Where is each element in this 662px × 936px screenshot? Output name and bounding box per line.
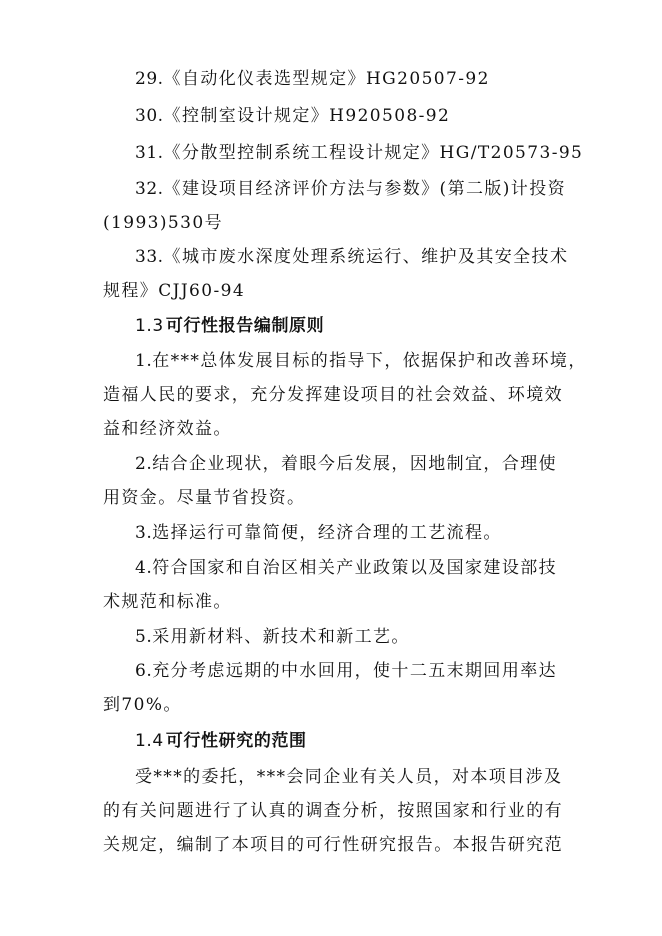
scope-paragraph-line-1 xyxy=(135,766,562,788)
principle-item-4 xyxy=(135,557,557,579)
section-number: 1.3 xyxy=(135,316,164,336)
item-number: 1. xyxy=(135,351,153,371)
reference-text: 《分散型控制系统工程设计规定》HG/T20573-95 xyxy=(163,143,584,163)
item-text: 在***总体发展目标的指导下，依据保护和改善环境， xyxy=(152,351,587,371)
item-text: 选择运行可靠简便，经济合理的工艺流程。 xyxy=(152,523,502,543)
item-text: 到70%。 xyxy=(103,695,182,715)
section-1-4-heading xyxy=(135,730,307,752)
reference-number: 32. xyxy=(135,179,164,199)
reference-number: 30. xyxy=(135,106,164,126)
section-number: 1.4 xyxy=(135,731,164,751)
reference-29 xyxy=(135,68,490,90)
scope-paragraph-line-3 xyxy=(103,834,563,856)
reference-text: 规程》CJJ60-94 xyxy=(103,281,246,301)
principle-item-2 xyxy=(135,453,557,475)
principle-item-6-line-2 xyxy=(103,694,182,716)
item-number: 5. xyxy=(135,627,153,647)
item-number: 4. xyxy=(135,558,153,578)
item-number: 2. xyxy=(135,454,153,474)
reference-number: 33. xyxy=(135,247,164,267)
item-number: 3. xyxy=(135,523,153,543)
paragraph-text: 的有关问题进行了认真的调查分析，按照国家和行业的有 xyxy=(103,801,563,821)
reference-text: 《控制室设计规定》H920508-92 xyxy=(163,106,451,126)
reference-number: 29. xyxy=(135,69,164,89)
reference-text: 《城市废水深度处理系统运行、维护及其安全技术 xyxy=(163,247,569,267)
reference-number: 31. xyxy=(135,143,164,163)
reference-31 xyxy=(135,142,583,164)
principle-item-4-line-2 xyxy=(103,591,232,613)
reference-text: 《建设项目经济评价方法与参数》(第二版)计投资 xyxy=(163,179,567,199)
principle-item-5 xyxy=(135,626,410,648)
reference-32 xyxy=(135,178,566,200)
reference-33-continuation xyxy=(103,280,245,302)
section-1-3-heading xyxy=(135,315,324,337)
principle-item-2-line-2 xyxy=(103,487,305,509)
principle-item-6 xyxy=(135,660,557,682)
principle-item-1 xyxy=(135,350,587,372)
reference-32-continuation xyxy=(103,212,223,234)
item-text: 充分考虑远期的中水回用，使十二五末期回用率达 xyxy=(152,661,558,681)
item-text: 采用新材料、新技术和新工艺。 xyxy=(152,627,410,647)
item-text: 符合国家和自治区相关产业政策以及国家建设部技 xyxy=(152,558,558,578)
item-number: 6. xyxy=(135,661,153,681)
paragraph-text: 受***的委托，***会同企业有关人员，对本项目涉及 xyxy=(135,767,563,787)
section-title: 可行性研究的范围 xyxy=(165,731,307,751)
reference-33 xyxy=(135,246,568,268)
principle-item-1-line-2 xyxy=(103,384,563,406)
principle-item-3 xyxy=(135,522,502,544)
item-text: 术规范和标准。 xyxy=(103,592,232,612)
principle-item-1-line-3 xyxy=(103,418,232,440)
paragraph-text: 关规定，编制了本项目的可行性研究报告。本报告研究范 xyxy=(103,835,563,855)
item-text: 结合企业现状，着眼今后发展，因地制宜，合理使 xyxy=(152,454,558,474)
reference-text: 《自动化仪表选型规定》HG20507-92 xyxy=(163,69,490,89)
item-text: 用资金。尽量节省投资。 xyxy=(103,488,306,508)
reference-30 xyxy=(135,105,450,127)
item-text: 益和经济效益。 xyxy=(103,419,232,439)
reference-text: (1993)530号 xyxy=(103,213,223,233)
scope-paragraph-line-2 xyxy=(103,800,563,822)
item-text: 造福人民的要求，充分发挥建设项目的社会效益、环境效 xyxy=(103,385,563,405)
section-title: 可行性报告编制原则 xyxy=(165,316,325,336)
